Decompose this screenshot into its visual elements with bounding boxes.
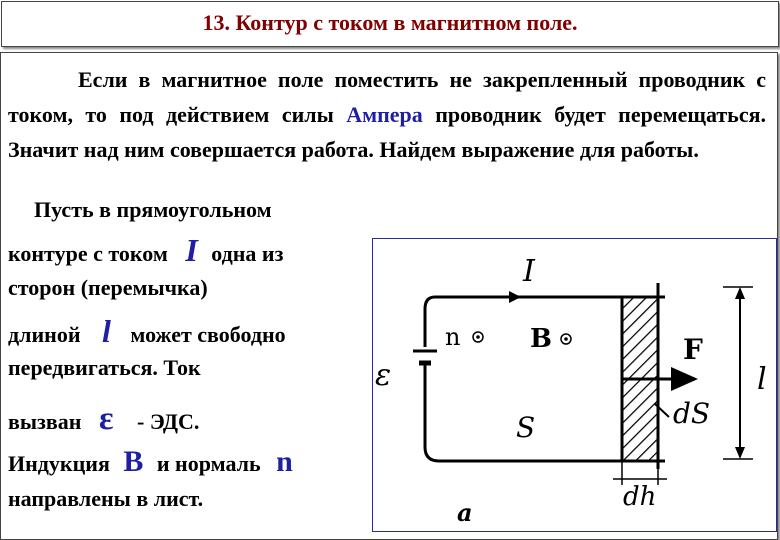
text-line-4 [8, 313, 286, 350]
text-line-4b: может свободно [130, 322, 286, 347]
text-line-7a: Индукция [8, 451, 110, 476]
label-figure-a: a [457, 498, 473, 527]
label-induction: B [530, 324, 552, 354]
circuit-diagram [373, 239, 776, 531]
text-line-6 [8, 400, 199, 438]
symbol-current-I: I [185, 232, 198, 268]
symbol-normal-n: n [276, 445, 293, 478]
circuit-figure [372, 238, 777, 532]
page-title: 13. Контур с током в магнитном поле. [202, 10, 578, 35]
ampere-highlight: Ампера [346, 102, 423, 127]
symbol-length-l: l [102, 313, 111, 349]
symbol-induction-B: B [123, 445, 144, 478]
text-line-2 [8, 232, 283, 269]
symbol-emf: ε [98, 400, 114, 437]
label-current: I [523, 254, 535, 289]
label-force: F [683, 333, 703, 366]
text-line-2b: одна из [211, 241, 284, 266]
title-bar [1, 1, 779, 47]
intro-paragraph [8, 62, 766, 167]
label-dh: dh [623, 482, 657, 512]
text-line-7 [8, 445, 293, 479]
intro-text-2: проводник будет перемещаться. Значит над ним совершается работа. Найдем выражение для работы. [8, 102, 766, 162]
text-line-7b: и нормаль [156, 451, 261, 476]
text-line-1: Пусть в прямоугольном [34, 197, 272, 222]
text-line-5: передвигаться. Ток [8, 355, 201, 380]
left-wire-top [425, 297, 435, 347]
text-line-4a: длиной [8, 322, 81, 347]
text-line-6b: - ЭДС. [137, 409, 200, 434]
text-line-2a: контуре с током [8, 241, 168, 266]
current-arrow [509, 291, 521, 303]
label-normal: n [445, 323, 461, 351]
text-line-8: направлены в лист. [8, 486, 204, 511]
label-length: l [757, 362, 767, 397]
label-emf: ε [375, 358, 392, 393]
text-line-6a: вызван [8, 409, 82, 434]
label-ds: dS [673, 397, 711, 430]
intro-text-1: Если в магнитное поле поместить не закрепленный проводник с током, то под действием силы [8, 67, 766, 127]
text-line-3: сторон (перемычка) [8, 275, 208, 300]
label-area: S [516, 411, 536, 444]
